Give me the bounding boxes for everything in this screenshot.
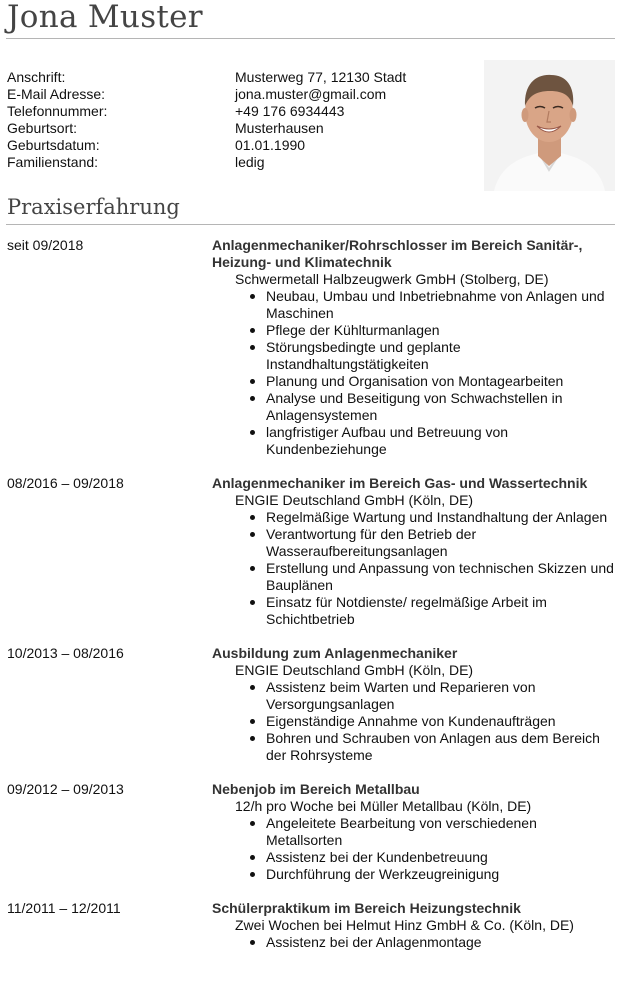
- task-list: [212, 679, 615, 764]
- personal-row-birthplace: [7, 120, 406, 137]
- task-item: Einsatz für Notdienste/ regelmäßige Arbeit im Schichtbetrieb: [266, 594, 615, 628]
- entry-company: Schwermetall Halbzeugwerk GmbH (Stolberg, DE): [235, 271, 549, 287]
- task-item: Durchführung der Werkzeugreinigung: [266, 866, 615, 883]
- entry-date: 09/2012 – 09/2013: [7, 781, 124, 797]
- task-item: Assistenz beim Warten und Reparieren von Versorgungsanlagen: [266, 679, 615, 713]
- personal-value: 01.01.1990: [235, 137, 306, 153]
- task-list: [212, 288, 615, 458]
- task-item: Eigenständige Annahme von Kundenaufträgen: [266, 713, 615, 730]
- personal-row-email: [7, 86, 406, 103]
- task-list: [212, 509, 615, 628]
- entry-date: 11/2011 – 12/2011: [7, 900, 121, 916]
- entry-company: 12/h pro Woche bei Müller Metallbau (Köln, DE): [235, 798, 532, 814]
- entry-date: seit 09/2018: [7, 237, 84, 253]
- task-item: Angeleitete Bearbeitung von verschiedenen Metallsorten: [266, 815, 615, 849]
- entry-title: Anlagenmechaniker/Rohrschlosser im Bereich Sanitär-, Heizung- und Klimatechnik: [212, 237, 583, 270]
- profile-photo: [484, 60, 615, 191]
- task-item: langfristiger Aufbau und Betreuung von Kundenbeziehunge: [266, 424, 615, 458]
- personal-label: Geburtsdatum:: [7, 137, 100, 153]
- entry-company: Zwei Wochen bei Helmut Hinz GmbH & Co. (Köln, DE): [235, 917, 574, 933]
- entry-title: Anlagenmechaniker im Bereich Gas- und Wassertechnik: [212, 475, 588, 491]
- personal-row-phone: [7, 103, 406, 120]
- personal-label: E-Mail Adresse:: [7, 86, 106, 102]
- entry-title: Schülerpraktikum im Bereich Heizungstechnik: [212, 900, 521, 916]
- entry-company: ENGIE Deutschland GmbH (Köln, DE): [235, 492, 474, 508]
- applicant-name: Jona Muster: [7, 0, 203, 35]
- entry-body: [212, 900, 615, 951]
- entry-date: 10/2013 – 08/2016: [7, 645, 124, 661]
- experience-entry: [7, 900, 615, 951]
- task-item: Bohren und Schrauben von Anlagen aus dem Bereich der Rohrsysteme: [266, 730, 615, 764]
- entry-title: Ausbildung zum Anlagenmechaniker: [212, 645, 458, 661]
- portrait-illustration: [484, 60, 615, 191]
- experience-entry: [7, 645, 615, 764]
- task-item: Erstellung und Anpassung von technischen Skizzen und Bauplänen: [266, 560, 614, 593]
- personal-row-birthdate: [7, 137, 406, 154]
- experience-entry: [7, 237, 615, 458]
- header-divider: [6, 38, 615, 39]
- personal-value: jona.muster@gmail.com: [235, 86, 387, 102]
- personal-label: Familienstand:: [7, 154, 99, 170]
- task-item: Pflege der Kühlturmanlagen: [266, 322, 615, 339]
- personal-label: Geburtsort:: [7, 120, 78, 136]
- personal-value: +49 176 6934443: [235, 103, 345, 119]
- task-item: Assistenz bei der Kundenbetreuung: [266, 849, 615, 866]
- section-title-experience: Praxiserfahrung: [7, 195, 180, 219]
- entry-body: [212, 237, 615, 458]
- personal-row-address: [7, 69, 406, 86]
- task-item: Störungsbedingte und geplante Instandhaltungstätigkeiten: [266, 339, 615, 373]
- personal-details: [7, 69, 406, 171]
- entry-body: [212, 475, 615, 628]
- personal-label: Telefonnummer:: [7, 103, 108, 119]
- task-item: Planung und Organisation von Montagearbeiten: [266, 373, 615, 390]
- personal-label: Anschrift:: [7, 69, 66, 85]
- task-item: Analyse und Beseitigung von Schwachstellen in Anlagensystemen: [266, 390, 615, 424]
- task-item: Regelmäßige Wartung und Instandhaltung der Anlagen: [266, 509, 615, 526]
- entry-company: ENGIE Deutschland GmbH (Köln, DE): [235, 662, 474, 678]
- entry-date: 08/2016 – 09/2018: [7, 475, 124, 491]
- personal-row-marital-status: [7, 154, 406, 171]
- personal-value: ledig: [235, 154, 265, 170]
- experience-entry: [7, 475, 615, 628]
- task-item: Verantwortung für den Betrieb der Wasseraufbereitungsanlagen: [266, 526, 615, 560]
- entry-title: Nebenjob im Bereich Metallbau: [212, 781, 420, 797]
- entry-body: [212, 781, 615, 883]
- personal-value: Musterweg 77, 12130 Stadt: [235, 69, 407, 85]
- experience-entry: [7, 781, 615, 883]
- entry-body: [212, 645, 615, 764]
- task-list: [212, 934, 615, 951]
- task-list: [212, 815, 615, 883]
- personal-value: Musterhausen: [235, 120, 324, 136]
- section-divider: [6, 224, 615, 225]
- task-item: Neubau, Umbau und Inbetriebnahme von Anlagen und Maschinen: [266, 288, 615, 322]
- experience-list: [7, 237, 615, 968]
- task-item: Assistenz bei der Anlagenmontage: [266, 934, 615, 951]
